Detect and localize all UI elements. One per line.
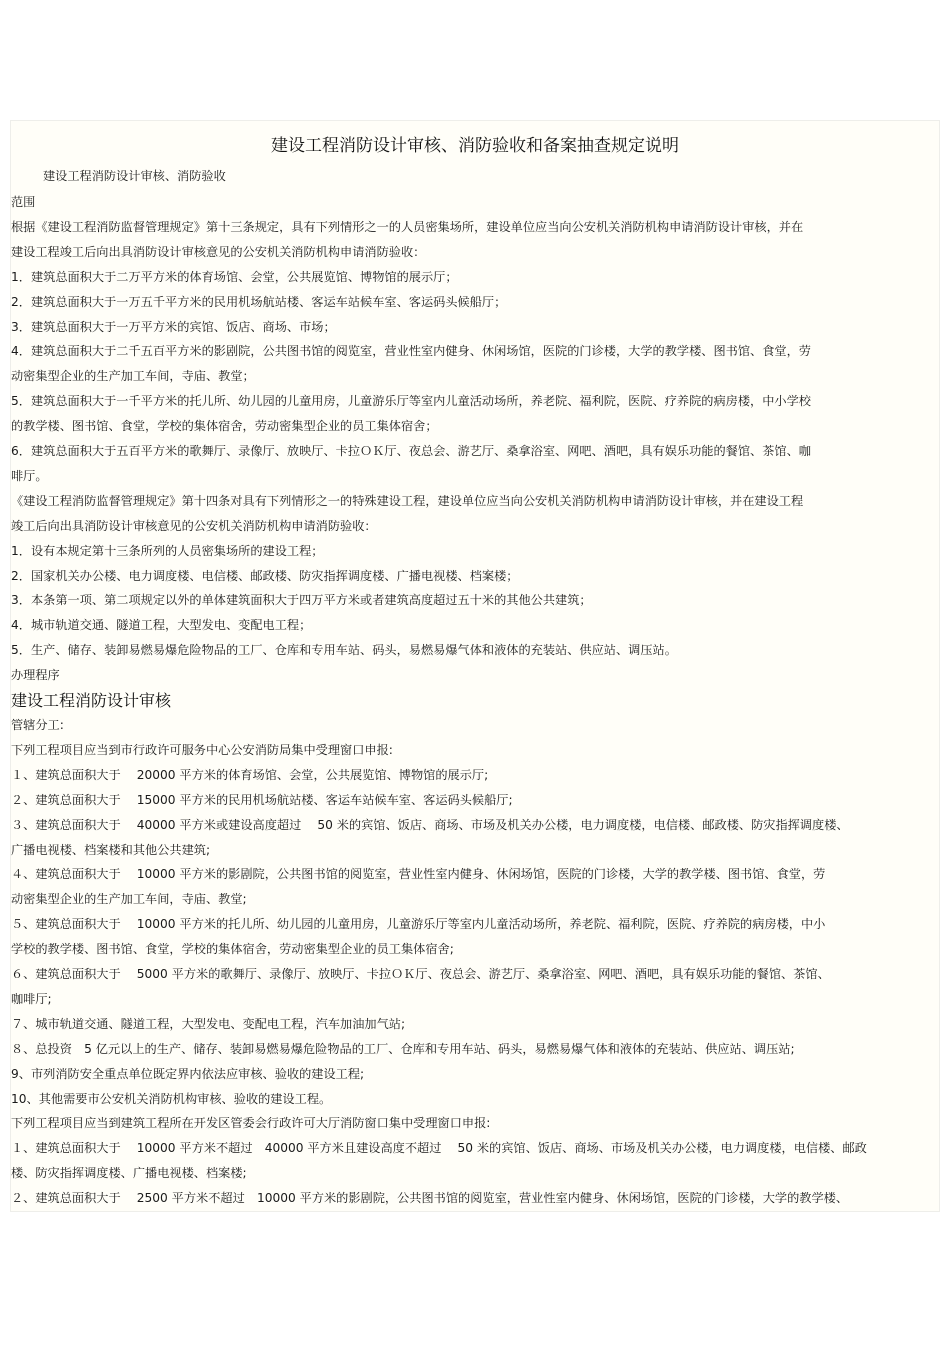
document-title: 建设工程消防设计审核、消防验收和备案抽查规定说明 [271, 136, 679, 156]
text-line: 《建设工程消防监督管理规定》第十四条对具有下列情形之一的特殊建设工程，建设单位应当向公安机关消防机构申请消防设计审核，并在建设工程 [11, 493, 804, 508]
text-line: ４、建筑总面积大于 10000 平方米的影剧院，公共图书馆的阅览室，营业性室内健身、休闲场馆，医院的门诊楼，大学的教学楼、图书馆、食堂，劳 [11, 867, 826, 882]
text-line: 3．本条第一项、第二项规定以外的单体建筑面积大于四万平方米或者建筑高度超过五十米的其他公共建筑； [11, 593, 592, 608]
text-line: ２、建筑总面积大于 15000 平方米的民用机场航站楼、客运车站候车室、客运码头候船厅; [11, 792, 513, 807]
text-line: 啡厅。 [11, 468, 48, 483]
text-line: ２、建筑总面积大于 2500 平方米不超过 10000 平方米的影剧院，公共图书馆的阅览室，营业性室内健身、休闲场馆，医院的门诊楼，大学的教学楼、 [11, 1191, 849, 1206]
text-line: 广播电视楼、档案楼和其他公共建筑; [11, 842, 211, 857]
text-line: 下列工程项目应当到建筑工程所在开发区管委会行政许可大厅消防窗口集中受理窗口申报: [11, 1116, 491, 1131]
text-line: 3．建筑总面积大于一万平方米的宾馆、饭店、商场、市场； [11, 319, 336, 334]
text-line: 咖啡厅; [11, 991, 52, 1006]
text-line: 2．建筑总面积大于一万五千平方米的民用机场航站楼、客运车站候车室、客运码头候船厅； [11, 294, 507, 309]
text-line: １、建筑总面积大于 10000 平方米不超过 40000 平方米且建设高度不超过 50 米的宾馆、饭店、商场、市场及机关办公楼，电力调度楼，电信楼、邮政 [11, 1141, 867, 1156]
text-line: 下列工程项目应当到市行政许可服务中心公安消防局集中受理窗口申报: [11, 742, 393, 757]
text-line: ３、建筑总面积大于 40000 平方米或建设高度超过 50 米的宾馆、饭店、商场、市场及机关办公楼，电力调度楼，电信楼、邮政楼、防灾指挥调度楼、 [11, 817, 849, 832]
text-line: ７、城市轨道交通、隧道工程，大型发电、变配电工程，汽车加油加气站; [11, 1016, 406, 1031]
text-line: 9、市列消防安全重点单位既定界内依法应审核、验收的建设工程; [11, 1066, 365, 1081]
text-line: 10、其他需要市公安机关消防机构审核、验收的建设工程。 [11, 1091, 332, 1106]
text-line: ５、建筑总面积大于 10000 平方米的托儿所、幼儿园的儿童用房，儿童游乐厅等室内儿童活动场所，养老院、福利院，医院、疗养院的病房楼，中小 [11, 917, 826, 932]
text-line: 根据《建设工程消防监督管理规定》第十三条规定，具有下列情形之一的人员密集场所，建设单位应当向公安机关消防机构申请消防设计审核，并在 [11, 219, 804, 234]
text-line: 4．城市轨道交通、隧道工程，大型发电、变配电工程； [11, 618, 312, 633]
text-line: 竣工后向出具消防设计审核意见的公安机关消防机构申请消防验收： [11, 518, 377, 533]
text-line: 的教学楼、图书馆、食堂，学校的集体宿舍，劳动密集型企业的员工集体宿舍； [11, 419, 438, 434]
text-line: 5．生产、储存、装卸易燃易爆危险物品的工厂、仓库和专用车站、码头，易燃易爆气体和液体的充装站、供应站、调压站。 [11, 643, 677, 658]
text-line: 2．国家机关办公楼、电力调度楼、电信楼、邮政楼、防灾指挥调度楼、广播电视楼、档案楼； [11, 568, 519, 583]
text-line: 楼、防灾指挥调度楼、广播电视楼、档案楼; [11, 1166, 247, 1181]
text-line: ８、总投资 5 亿元以上的生产、储存、装卸易燃易爆危险物品的工厂、仓库和专用车站、码头，易燃易爆气体和液体的充装站、供应站、调压站; [11, 1041, 795, 1056]
section-heading: 建设工程消防设计审核 [11, 691, 172, 710]
text-line: 4．建筑总面积大于二千五百平方米的影剧院，公共图书馆的阅览室，营业性室内健身、休闲场馆，医院的门诊楼，大学的教学楼、图书馆、食堂，劳 [11, 344, 811, 359]
text-line: 办理程序 [11, 668, 60, 683]
text-line: 管辖分工: [11, 718, 64, 732]
text-line: 建设工程竣工后向出具消防设计审核意见的公安机关消防机构申请消防验收： [11, 244, 426, 259]
document-subtitle: 建设工程消防设计审核、消防验收 [43, 169, 226, 183]
text-line: 5．建筑总面积大于一千平方米的托儿所、幼儿园的儿童用房，儿童游乐厅等室内儿童活动场所，养老院、福利院，医院、疗养院的病房楼，中小学校 [11, 394, 811, 409]
text-line: １、建筑总面积大于 20000 平方米的体育场馆、会堂，公共展览馆、博物馆的展示厅; [11, 767, 489, 782]
text-line: 1．设有本规定第十三条所列的人员密集场所的建设工程； [11, 543, 324, 558]
text-line: 动密集型企业的生产加工车间，寺庙、教堂； [11, 369, 255, 384]
text-line: 6．建筑总面积大于五百平方米的歌舞厅、录像厅、放映厅、卡拉ＯＫ厅、夜总会、游艺厅、桑拿浴室、网吧、酒吧，具有娱乐功能的餐馆、茶馆、咖 [11, 444, 811, 458]
text-line: ６、建筑总面积大于 5000 平方米的歌舞厅、录像厅、放映厅、卡拉ＯＫ厅、夜总会、游艺厅、桑拿浴室、网吧、酒吧，具有娱乐功能的餐馆、茶馆、 [11, 967, 830, 981]
text-line: 1．建筑总面积大于二万平方米的体育场馆、会堂，公共展览馆、博物馆的展示厅； [11, 269, 458, 284]
text-line: 学校的教学楼、图书馆、食堂，学校的集体宿舍，劳动密集型企业的员工集体宿舍; [11, 942, 454, 957]
text-line: 动密集型企业的生产加工车间，寺庙、教堂; [11, 892, 247, 907]
text-line: 范围 [11, 195, 36, 209]
document-page [10, 120, 940, 1212]
